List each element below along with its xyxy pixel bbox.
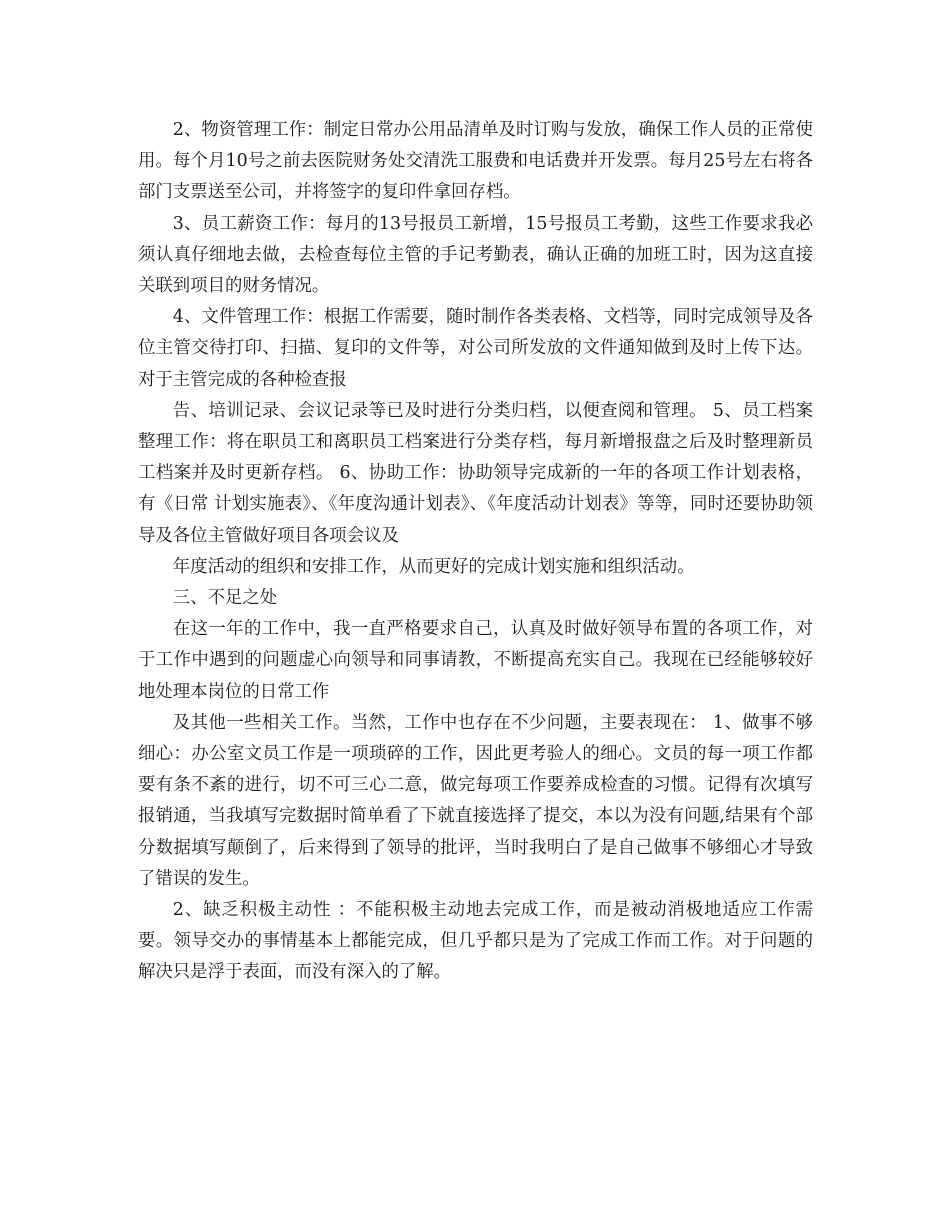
- paragraph-salary-work: 3、员工薪资工作：每月的13号报员工新增，15号报员工考勤，这些工作要求我必须认真仔细地去做，去检查每位主管的手记考勤表，确认正确的加班工时，因为这直接关联到项目的财务情况。: [138, 213, 813, 297]
- paragraph-material-management: 2、物资管理工作：制定日常办公用品清单及时订购与发放，确保工作人员的正常使用。每个月10号之前去医院财务处交清洗工服费和电话费并开发票。每月25号左右将各部门支票送至公司，并将签字的复印件拿回存档。: [138, 120, 813, 203]
- paragraph-annual-activities: 年度活动的组织和安排工作，从而更好的完成计划实施和组织活动。: [172, 556, 695, 577]
- section-heading-shortcomings: 三、不足之处: [172, 588, 278, 609]
- paragraph-file-management: 4、文件管理工作：根据工作需要，随时制作各类表格、文档等，同时完成领导及各位主管交待打印、扫描、复印的文件等，对公司所发放的文件通知做到及时上传下达。对于主管完成的各种检查报: [138, 307, 813, 390]
- paragraph-not-careful: 及其他一些相关工作。当然，工作中也存在不少问题，主要表现在： 1、做事不够细心：办公室文员工作是一项琐碎的工作，因此更考验人的细心。文员的每一项工作都要有条不紊的进行，切不可三心二意，做完每项工作要养成检查的习惯。记得有次填写报销通，当我填写完数据时简单看了下就直接选择了提交，本以为没有问题,结果有个部分数据填写颠倒了，后来得到了领导的批评，当时我明白了是自己做事不够细心才导致了错误的发生。: [138, 712, 813, 889]
- paragraph-archive-and-assistance: 告、培训记录、会议记录等已及时进行分类归档，以便查阅和管理。 5、员工档案整理工作：将在职员工和离职员工档案进行分类存档，每月新增报盘之后及时整理新员工档案并及时更新存档。 6、协助工作：协助领导完成新的一年的各项工作计划表格，有《日常 计划实施表》、《年度沟通计划表》、《年度活动计划表》等等，同时还要协助领导及各位主管做好项目各项会议及: [138, 400, 813, 546]
- paragraph-year-summary: 在这一年的工作中，我一直严格要求自己，认真及时做好领导布置的各项工作，对于工作中遇到的问题虚心向领导和同事请教，不断提高充实自己。我现在已经能够较好地处理本岗位的日常工作: [138, 619, 813, 702]
- paragraph-lack-initiative: 2、缺乏积极主动性 ：不能积极主动地去完成工作，而是被动消极地适应工作需要。领导交办的事情基本上都能完成，但几乎都只是为了完成工作而工作。对于问题的解决只是浮于表面，而没有深入的了解。: [138, 900, 813, 983]
- document-body: [138, 115, 813, 989]
